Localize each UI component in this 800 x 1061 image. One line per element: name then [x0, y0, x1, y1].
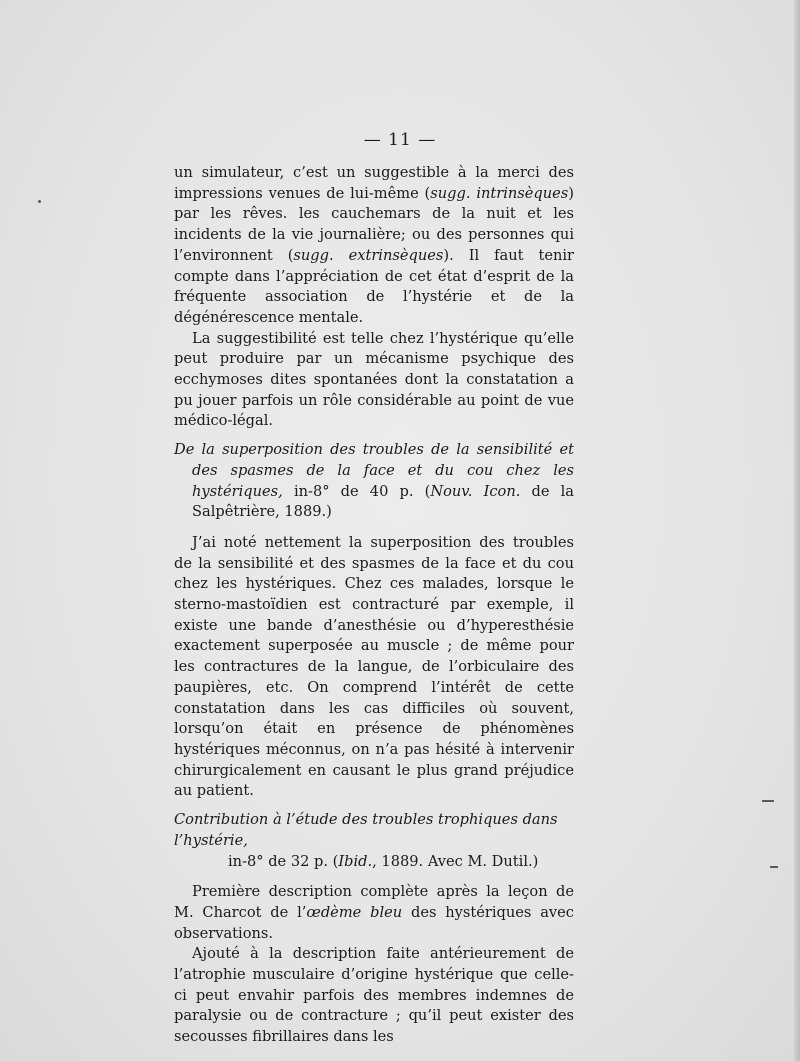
reference-details: , 1889. Avec M. Dutil.): [372, 852, 539, 870]
body-text: [174, 163, 574, 1048]
margin-mark: [770, 866, 778, 868]
margin-mark: [762, 800, 774, 802]
paragraph-premiere-description: [174, 882, 574, 944]
reference-superposition: [174, 440, 574, 523]
reference-details-line: [174, 852, 574, 873]
paragraph-suggestibilite: La suggestibilité est telle chez l’hystérique qu’elle peut produire par un mécanisme psychique des ecchymoses dites spontanées dont la constatation a pu jouer parfois un rôle considérable au point de vue médico-légal.: [174, 329, 574, 430]
reference-details: in-8° de 40 p. (: [282, 482, 431, 500]
paragraph-atrophie: Ajouté à la description faite antérieurement de l’atrophie musculaire d’origine hystérique que celle-ci peut envahir parfois des membres indemnes de paralysie ou de contracture ; qu’il peut exister des secousses fibrillaires dans les: [174, 945, 574, 1046]
page-edge: [794, 0, 800, 1061]
margin-mark: [38, 200, 41, 203]
text-run: des hystériques avec observations.: [174, 903, 574, 942]
reference-details: in-8° de 32 p. (: [228, 852, 339, 870]
text-run: ). Il faut tenir compte dans l’appréciation de cet état d’esprit de la fréquente association de l’hystérie et de la dégénérescence mentale.: [174, 246, 574, 326]
reference-title: De la superposition des troubles de la sensibilité et des spasmes de la face et du cou chez les hystériques,: [174, 441, 574, 500]
reference-details: de la Salpêtrière, 1889.): [192, 482, 574, 521]
reference-troubles-trophiques: [174, 810, 574, 872]
page-number: — 11 —: [363, 130, 437, 150]
reference-title: Contribution à l’étude des troubles trophiques dans l’hystérie,: [174, 811, 558, 849]
italic-term: sugg. intrinsèques: [430, 184, 569, 202]
reference-journal: Nouv. Icon.: [430, 482, 521, 500]
text-run: ) par les rêves. les cauchemars de la nuit et les incidents de la vie journalière; ou des personnes qui l’environnent (: [174, 184, 574, 264]
text-run: un simulateur, c’est un suggestible à la merci des impressions venues de lui-même (: [174, 164, 574, 202]
reference-journal: Ibid.: [338, 852, 373, 870]
italic-term: sugg. extrinsèques: [293, 246, 444, 264]
paragraph-superposition: J’ai noté nettement la superposition des troubles de la sensibilité et des spasmes de la face et du cou chez les hystériques. Chez ces malades, lorsque le sterno-mastoïdien est contracturé par exemple, il existe une bande d’anesthésie ou d’hyperesthésie exactement superposée au muscle ; de même pour les contractures de la langue, de l’orbiculaire des paupières, etc. On comprend l’intérêt de cette constatation dans les cas difficiles où souvent, lorsqu’on était en présence de phénomènes hystériques méconnus, on n’a pas hésité à intervenir chirurgicalement en causant le plus grand préjudice au patient.: [174, 533, 574, 800]
italic-term: œdème bleu: [306, 903, 403, 921]
text-run: Première description complète après la leçon de M. Charcot de l’: [174, 883, 574, 921]
paragraph-simulateur: [174, 163, 574, 329]
